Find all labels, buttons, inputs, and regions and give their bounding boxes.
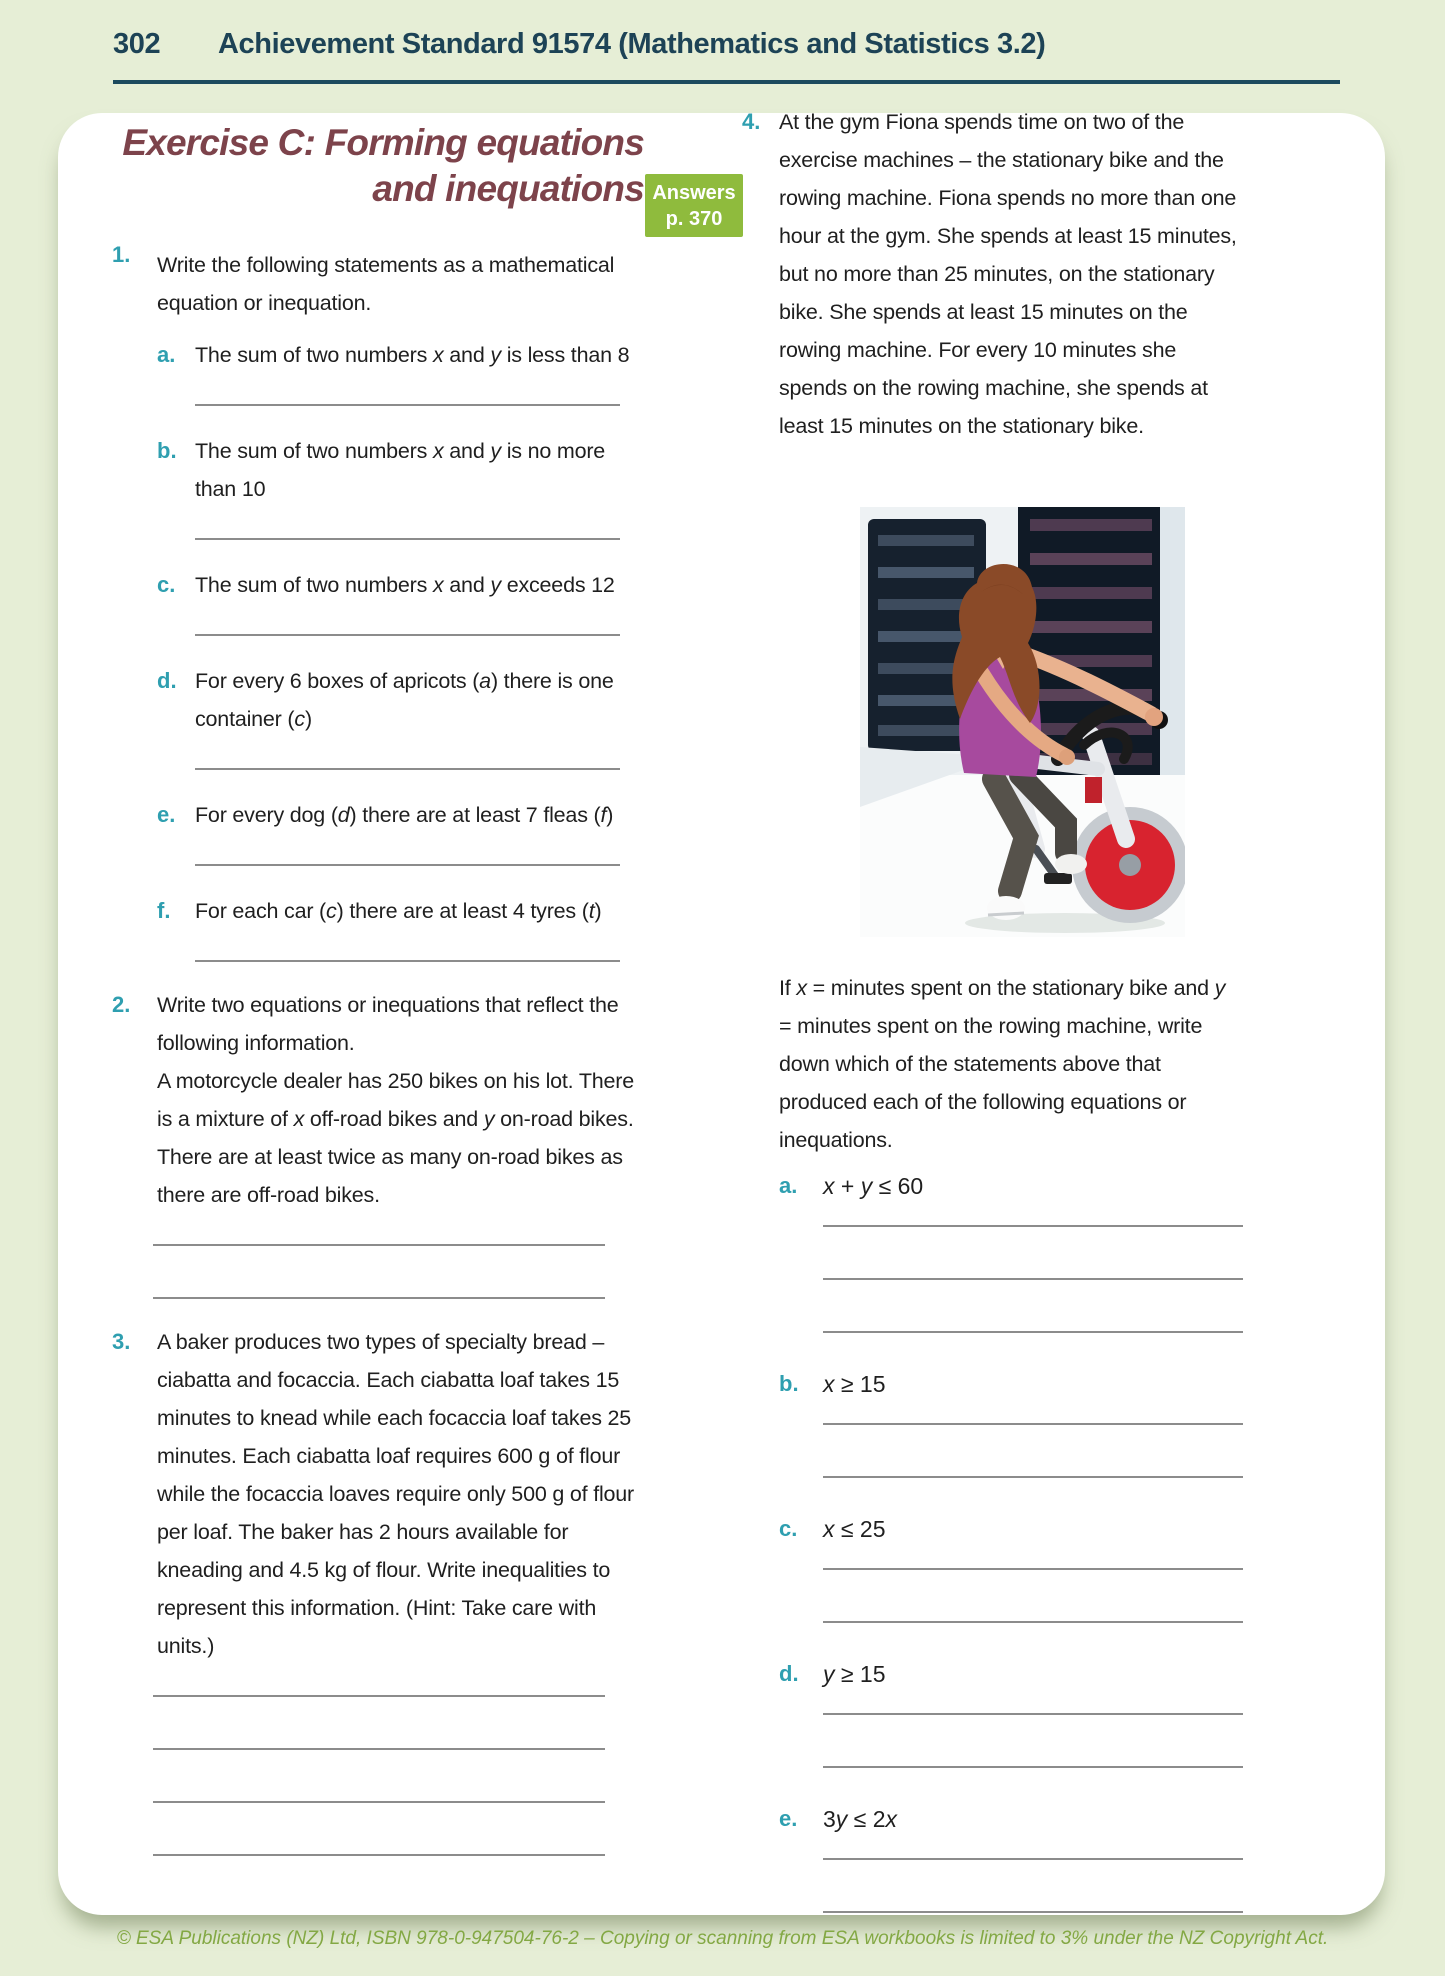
- answer-line: [153, 1748, 605, 1750]
- question-number: 1.: [112, 242, 131, 267]
- item-label: a.: [779, 1173, 798, 1198]
- item-text: For each car (c) there are at least 4 tyres (t): [195, 899, 602, 923]
- left-column: [112, 120, 647, 1856]
- item-equation: x + y ≤ 60: [823, 1173, 924, 1199]
- answer-line: [153, 1695, 605, 1697]
- item-label: e.: [157, 802, 176, 827]
- exercise-title-line1: Exercise C: Forming equations: [122, 122, 644, 163]
- question-note: If x = minutes spent on the stationary bike and y = minutes spent on the rowing machine, write down which of the statements above that produced each of the following equations or inequations.: [779, 976, 1226, 1152]
- item-label: f.: [157, 898, 171, 923]
- question-1: [112, 236, 647, 962]
- answers-badge-line2: p. 370: [665, 208, 723, 230]
- question-number: 4.: [742, 109, 761, 134]
- question-item-d: [779, 1655, 1242, 1768]
- item-equation: 3y ≤ 2x: [823, 1806, 897, 1832]
- answer-line: [823, 1858, 1243, 1860]
- question-text: At the gym Fiona spends time on two of the exercise machines – the stationary bike and the rowing machine. Fiona spends no more than one hour at the gym. She spends at least 15 minutes, but no more than 25 minutes, on the stationary bike. She spends at least 15 minutes on the rowing machine. For every 10 minutes she spends on the rowing machine, she spends at least 15 minutes on the stationary bike.: [779, 110, 1237, 438]
- question-3: [112, 1323, 647, 1856]
- item-label: b.: [779, 1371, 799, 1396]
- item-label: a.: [157, 342, 176, 367]
- answer-line: [195, 864, 620, 866]
- answer-line: [823, 1621, 1243, 1623]
- footer-copyright: © ESA Publications (NZ) Ltd, ISBN 978-0-947504-76-2 – Copying or scanning from ESA workbooks is limited to 3% under the NZ Copyright Act.: [116, 1928, 1329, 1949]
- answer-line: [823, 1766, 1243, 1768]
- answers-badge-line1: Answers: [652, 182, 736, 204]
- answer-line: [823, 1278, 1243, 1280]
- question-item-a: [157, 336, 647, 406]
- question-item-c: [779, 1510, 1242, 1623]
- answer-line: [823, 1225, 1243, 1227]
- answer-line: [823, 1911, 1243, 1913]
- item-text: The sum of two numbers x and y is less than 8: [195, 343, 630, 367]
- answers-badge: [645, 174, 743, 237]
- item-text: The sum of two numbers x and y is no more than 10: [195, 439, 606, 501]
- item-label: d.: [157, 668, 177, 693]
- answer-line: [195, 960, 620, 962]
- question-text: Write the following statements as a mathematical equation or inequation.: [157, 253, 615, 315]
- question-2: [112, 986, 647, 1299]
- item-label: e.: [779, 1806, 798, 1831]
- item-text: For every 6 boxes of apricots (a) there is one container (c): [195, 669, 614, 731]
- question-4: [742, 103, 1242, 1913]
- answer-line: [195, 634, 620, 636]
- question-number: 2.: [112, 992, 131, 1017]
- exercise-title: [112, 120, 644, 212]
- answer-line: [153, 1244, 605, 1246]
- answer-line: [195, 768, 620, 770]
- item-label: c.: [779, 1516, 798, 1541]
- gym-photo: [860, 507, 1185, 937]
- question-item-f: [157, 892, 647, 962]
- answer-line: [153, 1297, 605, 1299]
- answer-line: [153, 1801, 605, 1803]
- answer-line: [823, 1476, 1243, 1478]
- question-text: A baker produces two types of specialty bread – ciabatta and focaccia. Each ciabatta loaf takes 15 minutes to knead while each focaccia loaf takes 25 minutes. Each ciabatta loaf requires 600 g of flour while the focaccia loaves require only 500 g of flour per loaf. The baker has 2 hours available for kneading and 4.5 kg of flour. Write inequalities to represent this information. (Hint: Take care with units.): [157, 1330, 635, 1658]
- item-equation: x ≥ 15: [823, 1371, 886, 1397]
- header-title: Achievement Standard 91574 (Mathematics and Statistics 3.2): [218, 28, 1046, 60]
- question-item-e: [779, 1800, 1242, 1913]
- answer-line: [823, 1331, 1243, 1333]
- page-number: 302: [113, 28, 161, 60]
- answer-line: [823, 1423, 1243, 1425]
- page-header: [113, 28, 1340, 61]
- answer-line: [153, 1854, 605, 1856]
- answer-line: [195, 538, 620, 540]
- question-scenario: A motorcycle dealer has 250 bikes on his lot. There is a mixture of x off-road bikes and y on-road bikes. There are at least twice as many on-road bikes as there are off-road bikes.: [157, 1069, 635, 1207]
- question-item-a: [779, 1167, 1242, 1333]
- item-equation: x ≤ 25: [823, 1516, 886, 1542]
- answer-line: [195, 404, 620, 406]
- question-item-c: [157, 566, 647, 636]
- item-text: The sum of two numbers x and y exceeds 12: [195, 573, 615, 597]
- item-text: For every dog (d) there are at least 7 fleas (f): [195, 803, 614, 827]
- question-number: 3.: [112, 1329, 131, 1354]
- header-rule: [113, 80, 1340, 84]
- exercise-title-line2: and inequations: [372, 168, 644, 209]
- item-label: d.: [779, 1661, 799, 1686]
- item-label: b.: [157, 438, 177, 463]
- answer-line: [823, 1568, 1243, 1570]
- question-item-b: [779, 1365, 1242, 1478]
- item-label: c.: [157, 572, 176, 597]
- item-equation: y ≥ 15: [823, 1661, 886, 1687]
- question-text: Write two equations or inequations that reflect the following information.: [157, 993, 619, 1055]
- right-column: [742, 103, 1242, 1913]
- question-item-d: [157, 662, 647, 770]
- question-item-b: [157, 432, 647, 540]
- question-item-e: [157, 796, 647, 866]
- answer-line: [823, 1713, 1243, 1715]
